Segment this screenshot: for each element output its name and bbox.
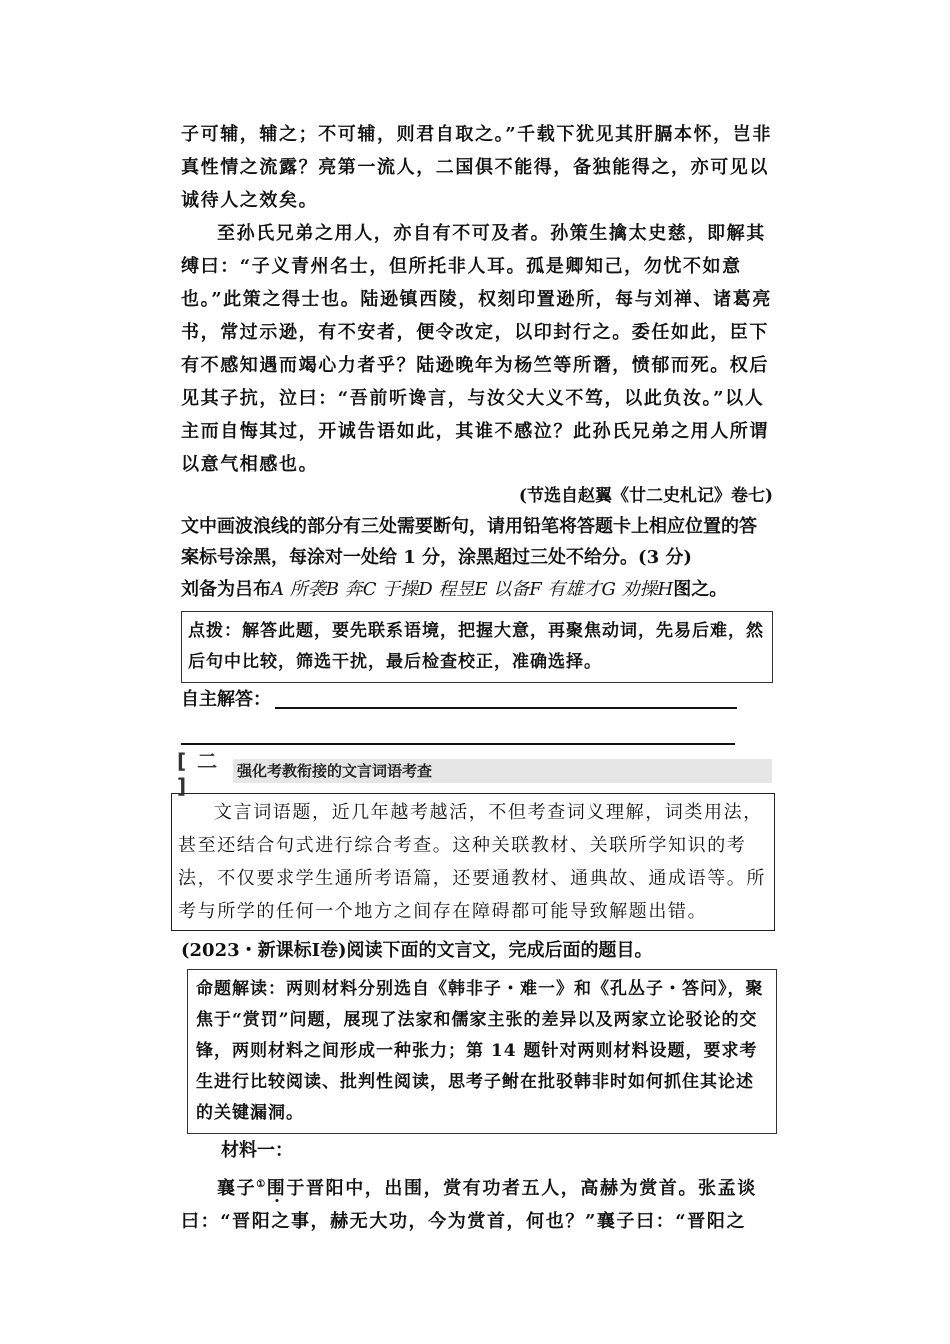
tip-label: 点拨： (188, 621, 242, 641)
option-b: B 奔 (325, 579, 363, 600)
answer-line-2[interactable] (181, 715, 735, 745)
section-intro-box (171, 793, 775, 931)
tip-box (181, 611, 773, 683)
analysis-label: 命题解读： (196, 979, 286, 999)
section-header (177, 748, 772, 798)
option-e: E 以备 (474, 579, 530, 600)
option-f: F 有雄才 (529, 579, 602, 600)
analysis-box (187, 969, 777, 1134)
section-number: [ 二 ] (177, 748, 220, 798)
passage-source: (节选自赵翼《廿二史札记》卷七) (518, 486, 773, 506)
passage-para-1: 子可辅，辅之；不可辅，则君自取之。”千载下犹见其肝膈本怀，岂非真性情之流露？亮第一流人，二国俱不能得，备独能得之，亦可见以诚待人之效矣。 (181, 124, 772, 211)
analysis-text: 两则材料分别选自《韩非子・难一》和《孔丛子・答问》，聚焦于“赏罚”问题，展现了法家和儒家主张的差异以及两家立论驳论的交锋，两则材料之间形成一种张力；第 14 题针对两则材料设题，要求考生进行比较阅读、批判性阅读，思考子鲋在批驳韩非时如何抓住其论述的关键漏洞。 (196, 979, 764, 1123)
answer-line[interactable] (275, 685, 737, 709)
question-text: 文中画波浪线的部分有三处需要断句，请用铅笔将答题卡上相应位置的答案标号涂黑，每涂对一处给 1 分，涂黑超过三处不给分。(3 分) (181, 516, 757, 568)
section-title: 强化考教衔接的文言词语考查 (233, 759, 772, 783)
option-h: H (657, 579, 674, 600)
footnote-marker: ① (256, 1179, 267, 1190)
option-c: C 于操 (362, 579, 419, 600)
option-g: G 劝操 (601, 579, 658, 600)
tip-text: 解答此题，要先联系语境，把握大意，再聚焦动词，先易后难，然后句中比较，筛选干扰，最后检查校正，准确选择。 (188, 621, 764, 672)
dotted-char: 围 (266, 1178, 287, 1199)
option-lead: 刘备为吕布 (181, 579, 271, 600)
question-options (181, 573, 773, 607)
option-tail: 图之。 (673, 579, 728, 600)
material-title: 材料一： (221, 1140, 293, 1161)
material-lead: 襄子 (217, 1178, 257, 1199)
option-d: D 程昱 (418, 579, 475, 600)
section-intro: 文言词语题，近几年越考越活，不但考查词义理解，词类用法，甚至还结合句式进行综合考查。这种关联教材、关联所学知识的考法，不仅要求学生通所考语篇，还要通教材、通典故、通成语等。所考与所学的任何一个地方之间存在障碍都可能导致解题出错。 (178, 802, 766, 922)
answer-row (181, 685, 773, 715)
answer-label: 自主解答： (181, 689, 271, 710)
passage-para-2: 至孙氏兄弟之用人，亦自有不可及者。孙策生擒太史慈，即解其缚曰：“子义青州名士，但所托非人耳。孤是卿知己，勿忧不如意也。”此策之得士也。陆逊镇西陵，权刻印置逊所，每与刘禅、诸葛亮书，常过示逊，有不安者，便令改定，以印封行之。委任如此，臣下有不感知遇而竭心力者乎？陆逊晚年为杨竺等所谮，愤郁而死。权后见其子抗，泣曰：“吾前听谗言，与汝父大义不笃，以此负汝。”以人主而自悔其过，开诚告语如此，其谁不感泣？此孙氏兄弟之用人所谓以意气相感也。 (181, 223, 772, 475)
option-a: A 所袭 (271, 579, 326, 600)
exam-heading: (2023・新课标Ⅰ卷)阅读下面的文言文，完成后面的题目。 (181, 940, 653, 961)
material-text (181, 1168, 773, 1238)
material-body: 于晋阳中，出围，赏有功者五人，高赫为赏首。张孟谈曰：“晋阳之事，赫无大功，今为赏首，何也？”襄子曰：“晋阳之 (181, 1178, 757, 1232)
page (177, 118, 773, 1238)
